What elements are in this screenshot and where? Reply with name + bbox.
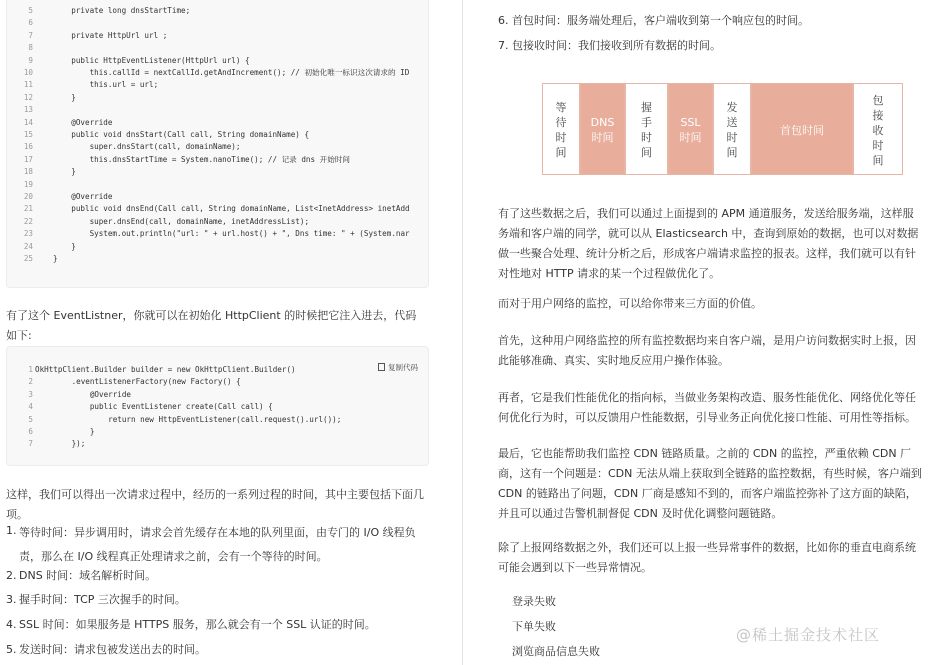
list-item — [6, 640, 416, 660]
code-line — [7, 79, 428, 91]
line-number: 24 — [23, 241, 33, 251]
code-line — [7, 203, 428, 215]
timeline-segment — [542, 83, 580, 175]
list-number: 6. — [498, 14, 509, 27]
code-line — [7, 401, 428, 413]
code-text: System.out.println("url: " + url.host() + ", Dns time: " + (System.nar — [53, 229, 410, 239]
list-item — [498, 36, 918, 56]
line-number: 5 — [28, 6, 33, 15]
line-number: 17 — [23, 154, 33, 164]
paragraph-summary: 这样，我们可以得出一次请求过程中，经历的一系列过程的时间，其中主要包括下面几项。 — [6, 488, 424, 521]
paragraph-exceptions: 除了上报网络数据之外，我们还可以上报一些异常事件的数据，比如你的垂直电商系统可能会遇到以下一些异常情况。 — [498, 541, 916, 574]
line-number: 12 — [23, 92, 33, 102]
list-number: 3. — [6, 593, 17, 606]
code-line — [7, 92, 428, 104]
line-number: 16 — [23, 142, 33, 152]
line-number: 4 — [28, 402, 33, 412]
list-number: 7. — [498, 39, 509, 52]
line-number: 11 — [23, 80, 33, 90]
code-text: } — [53, 167, 76, 177]
line-number: 1 — [28, 365, 33, 374]
code-text: @Override — [53, 192, 113, 201]
timeline-segment-label: 等 待 时 间 — [555, 101, 567, 159]
code-text: private long dnsStartTime; — [53, 6, 191, 15]
code-line — [7, 55, 428, 67]
code-text: } — [53, 92, 76, 102]
list-text: DNS 时间：域名解析时间。 — [19, 569, 157, 582]
line-number: 9 — [28, 55, 33, 65]
code-line — [7, 438, 428, 450]
request-timeline-diagram — [542, 83, 912, 175]
timeline-segment — [751, 83, 853, 175]
list-text: 等待时间：异步调用时，请求会首先缓存在本地的队列里面，由专门的 I/O 线程负责，那么在 I/O 线程真正处理请求之前，会有一个等待的时间。 — [19, 526, 416, 563]
timeline-segment — [580, 83, 625, 175]
code-text: }); — [35, 439, 86, 449]
paragraph-apm: 有了这些数据之后，我们可以通过上面提到的 APM 通道服务，发送给服务端，这样服务端和客户端的同学，就可以从 Elasticsearch 中，查询到原始的数据，也可以对数据做一些聚合处理、统计分析之后，形成客户端请求监控的报表。这样，我们就可以有针对性地对 HTTP 请求的某一个过程做优化了。 — [498, 207, 919, 280]
code-line — [7, 376, 428, 388]
timeline-segment — [853, 83, 903, 175]
code-text: this.callId = nextCallId.getAndIncrement(); // 初始化唯一标识这次请求的 ID — [53, 68, 410, 77]
code-line — [7, 5, 428, 17]
code-line — [7, 253, 428, 265]
code-line — [7, 166, 428, 178]
code-line — [7, 389, 428, 401]
code-text: private HttpUrl url ; — [53, 30, 168, 40]
code-text: this.url = url; — [53, 80, 159, 90]
code-text: @Override — [35, 389, 132, 399]
list-item — [6, 590, 416, 610]
line-number: 18 — [23, 167, 33, 177]
code-text: return new HttpEventListener(call.request().url()); — [35, 414, 342, 424]
code-line — [7, 30, 428, 42]
code-text: super.dnsStart(call, domainName); — [53, 142, 241, 152]
paragraph-first: 首先，这种用户网络监控的所有监控数据均来自客户端，是用户访问数据实时上报，因此能够准确、真实、实时地反应用户操作体验。 — [498, 334, 916, 367]
list-number: 1. — [6, 524, 17, 537]
code-line — [7, 67, 428, 79]
code-line — [7, 179, 428, 191]
line-number: 7 — [28, 439, 33, 449]
paragraph-last: 最后，它也能帮助我们监控 CDN 链路质量。之前的 CDN 的监控，严重依赖 CDN 厂商，这有一个问题是：CDN 无法从端上获取到全链路的监控数据，有些时候，客户端到 CDN 的链路出了问题，CDN 厂商是感知不到的，而客户端监控弥补了这方面的缺陷，并且可以通过告警机制督促 CDN 及时优化调整问题链路。 — [498, 447, 922, 520]
code-text: } — [53, 254, 58, 263]
code-block-okhttp-builder — [6, 346, 429, 466]
list-text: 首包时间：服务端处理后，客户端收到第一个响应包的时间。 — [508, 14, 809, 27]
timeline-segment-label: 首包时间 — [780, 123, 824, 137]
timeline-segment — [668, 83, 713, 175]
list-item — [498, 11, 918, 31]
code-text: public void dnsStart(Call call, String domainName) { — [53, 130, 310, 139]
code-line — [7, 17, 428, 29]
exception-item: 下单失败 — [512, 620, 556, 633]
code-line — [7, 104, 428, 116]
paragraph-second: 再者，它是我们性能优化的指向标，当做业务架构改造、服务性能优化、网络优化等任何优化行为时，可以反馈用户性能数据，引导业务正向优化接口性能、可用性等指标。 — [498, 391, 916, 424]
line-number: 8 — [28, 43, 33, 53]
line-number: 3 — [28, 389, 33, 399]
line-number: 25 — [23, 254, 33, 263]
code-text: .eventListenerFactory(new Factory() { — [35, 377, 241, 387]
line-number: 6 — [28, 18, 33, 28]
code-line — [7, 129, 428, 141]
list-item — [6, 566, 416, 586]
line-number: 6 — [28, 427, 33, 436]
timeline-segment-label: DNS 时间 — [590, 116, 615, 144]
code-text: } — [53, 241, 76, 251]
timeline-segment-label: SSL 时间 — [679, 116, 702, 144]
line-number: 5 — [28, 414, 33, 424]
list-text: SSL 时间：如果服务是 HTTPS 服务，那么就会有一个 SSL 认证的时间。 — [19, 618, 376, 631]
paragraph-eventlistener: 有了这个 EventListner，你就可以在初始化 HttpClient 的时候把它注入进去，代码如下: — [6, 309, 417, 342]
code-text: @Override — [53, 117, 113, 127]
code-line — [7, 154, 428, 166]
watermark: @稀土掘金技术社区 — [736, 626, 881, 644]
code-text: public HttpEventListener(HttpUrl url) { — [53, 55, 250, 65]
list-item — [6, 615, 416, 635]
code-line — [7, 117, 428, 129]
copy-code-label: 复制代码 — [388, 363, 418, 372]
line-number: 15 — [23, 130, 33, 139]
code-text: public void dnsEnd(Call call, String domainName, List<InetAddress> inetAdd — [53, 204, 410, 214]
line-number: 19 — [23, 179, 33, 189]
paragraph-value: 而对于用户网络的监控，可以给你带来三方面的价值。 — [498, 297, 762, 310]
timeline-segment — [713, 83, 751, 175]
line-number: 22 — [23, 216, 33, 226]
line-number: 13 — [23, 105, 33, 115]
line-number: 10 — [23, 68, 33, 77]
code-text: super.dnsEnd(call, domainName, inetAddressList); — [53, 216, 310, 226]
code-text: OkHttpClient.Builder builder = new OkHttpClient.Builder() — [35, 365, 296, 374]
code-text: public EventListener create(Call call) { — [35, 402, 273, 412]
line-number: 23 — [23, 229, 33, 239]
timeline-segment-label: 包 接 收 时 间 — [872, 93, 884, 167]
code-line — [7, 141, 428, 153]
code-block-event-listener — [6, 0, 429, 288]
line-number: 14 — [23, 117, 33, 127]
line-number: 7 — [28, 30, 33, 40]
exception-item: 浏览商品信息失败 — [512, 645, 600, 658]
code-line — [7, 228, 428, 240]
code-line — [7, 42, 428, 54]
list-item — [6, 521, 416, 569]
code-line — [7, 191, 428, 203]
timeline-segment-label: 握 手 时 间 — [641, 101, 652, 159]
timeline-segment — [625, 83, 668, 175]
left-column — [0, 0, 462, 665]
code-line — [7, 216, 428, 228]
code-line — [7, 364, 428, 376]
list-text: 握手时间：TCP 三次握手的时间。 — [19, 593, 186, 606]
code-text: this.dnsStartTime = System.nanoTime(); // 记录 dns 开始时间 — [53, 154, 351, 164]
line-number: 20 — [23, 192, 33, 201]
list-text: 发送时间：请求包被发送出去的时间。 — [19, 643, 206, 656]
list-number: 4. — [6, 618, 17, 631]
code-line — [7, 414, 428, 426]
line-number: 21 — [23, 204, 33, 214]
line-number: 2 — [28, 377, 33, 387]
list-number: 5. — [6, 643, 17, 656]
list-text: 包接收时间：我们接收到所有数据的时间。 — [508, 39, 721, 52]
exception-item: 登录失败 — [512, 595, 556, 608]
timeline-segment-label: 发 送 时 间 — [726, 101, 738, 159]
list-number: 2. — [6, 569, 17, 582]
code-text: } — [35, 427, 95, 436]
code-line — [7, 241, 428, 253]
code-line — [7, 426, 428, 438]
